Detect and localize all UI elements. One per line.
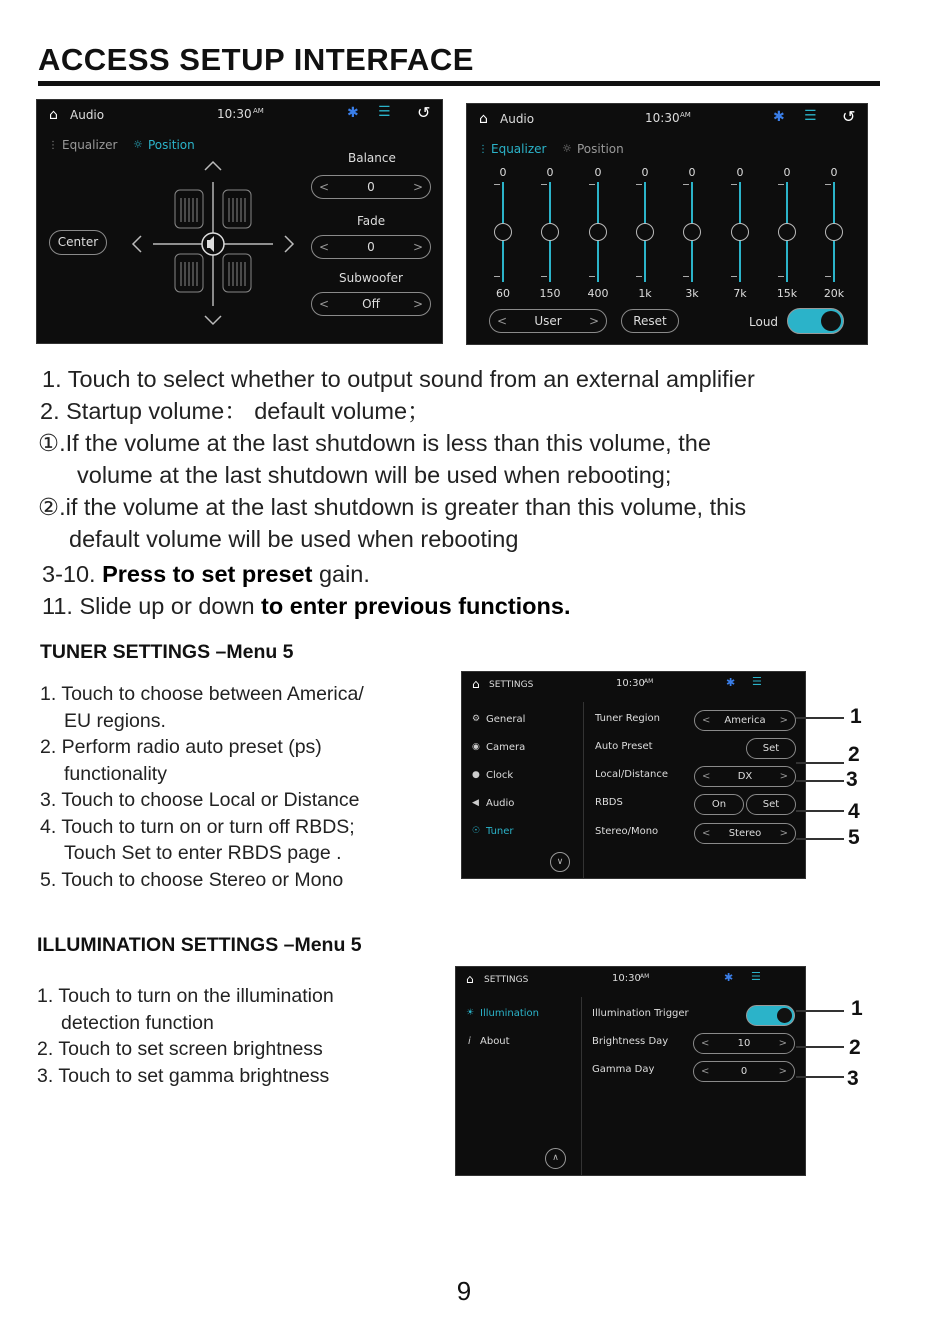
instruction-3-10-b: Press to set — [95, 561, 242, 587]
tuner-item: 3. Touch to choose Local or Distance — [40, 789, 360, 811]
tuner-region-value: America — [724, 715, 766, 726]
rbds-set-button[interactable] — [746, 794, 796, 815]
callout-number: 5 — [848, 826, 860, 849]
reset-button-label: Reset — [633, 314, 667, 328]
eq-tick-top — [589, 184, 595, 185]
eq-slider-knob[interactable] — [541, 223, 559, 241]
instruction-2-2-cont: default volume will be used when rebooting — [69, 526, 519, 552]
tuner-item: 4. Touch to turn on or turn off RBDS; — [40, 815, 355, 838]
instruction-3-10-d: gain. — [312, 561, 370, 587]
eq-tick-bottom — [683, 276, 689, 277]
settings-header: SETTINGS — [489, 680, 534, 690]
menu-clock-icon: ● — [472, 770, 480, 780]
tab-position[interactable]: Position — [577, 142, 624, 156]
rbds-on-button[interactable] — [694, 794, 744, 815]
eq-band-value: 0 — [499, 166, 507, 179]
illumination-item: detection function — [61, 1011, 214, 1034]
menu-camera[interactable]: Camera — [486, 742, 526, 753]
app-title: Audio — [500, 112, 535, 126]
subwoofer-value: Off — [362, 297, 380, 311]
eq-tick-bottom — [494, 276, 500, 277]
title-rule — [38, 81, 880, 86]
eq-band-freq: 150 — [539, 287, 561, 300]
callout-line — [796, 717, 844, 719]
menu-camera-icon: ◉ — [472, 742, 480, 752]
instruction-3-10 — [42, 558, 902, 590]
rbds-on-label: On — [711, 799, 727, 810]
tab-equalizer-icon: ⋮ — [478, 144, 488, 155]
callout-number: 4 — [848, 800, 860, 823]
equalizer-icon[interactable]: ☰ — [752, 675, 762, 688]
tab-equalizer[interactable]: Equalizer — [62, 138, 118, 152]
rbds-set-label: Set — [762, 799, 780, 810]
eq-tick-top — [778, 184, 784, 185]
illumination-item: 2. Touch to set screen brightness — [37, 1038, 323, 1060]
back-icon[interactable]: ↺ — [417, 103, 431, 122]
clock-time: 10:30 — [645, 111, 680, 125]
eq-tick-top — [494, 184, 500, 185]
gamma-day-stepper[interactable]: < 0 > — [693, 1061, 795, 1082]
callout-line — [796, 1046, 844, 1048]
clock-time: 10:30 — [217, 107, 252, 121]
instruction-11 — [42, 590, 902, 622]
eq-band-value: 0 — [546, 166, 554, 179]
app-title: Audio — [70, 108, 105, 122]
clock-time: 10:30 — [616, 678, 645, 689]
eq-band-freq: 20k — [823, 287, 845, 300]
eq-band-value: 0 — [594, 166, 602, 179]
fade-label: Fade — [357, 214, 386, 228]
callout-number: 2 — [849, 1036, 861, 1059]
eq-band-value: 0 — [830, 166, 838, 179]
tuner-item: Touch Set to enter RBDS page . — [64, 842, 342, 864]
tab-position[interactable]: Position — [148, 138, 195, 152]
tab-equalizer-icon: ⋮ — [48, 140, 58, 151]
brightness-day-label: Brightness Day — [592, 1036, 669, 1047]
eq-band-freq: 3k — [685, 287, 699, 300]
audio-eq-screen — [466, 103, 868, 345]
home-icon[interactable]: ⌂ — [479, 111, 488, 127]
clock-ampm: AM — [680, 111, 691, 119]
eq-tick-bottom — [636, 276, 642, 277]
callout-number: 3 — [846, 768, 858, 791]
audio-position-screen — [36, 99, 443, 344]
instructions — [38, 363, 902, 622]
toggle-knob — [777, 1008, 792, 1023]
eq-band-freq: 400 — [587, 287, 609, 300]
eq-slider-knob[interactable] — [778, 223, 796, 241]
arrow-down-icon — [205, 316, 221, 324]
menu-audio-icon: ◀ — [472, 798, 479, 808]
stereo-mono-stepper[interactable]: < Stereo > — [694, 823, 796, 844]
callout-number: 1 — [851, 997, 863, 1020]
eq-slider-knob[interactable] — [825, 223, 843, 241]
tuner-region-stepper[interactable]: < America > — [694, 710, 796, 731]
arrow-right-icon — [285, 236, 293, 252]
loud-toggle[interactable] — [787, 308, 844, 334]
loud-label: Loud — [749, 315, 779, 329]
auto-preset-button[interactable] — [746, 738, 796, 759]
tuner-item: EU regions. — [64, 709, 166, 732]
home-icon[interactable]: ⌂ — [49, 107, 58, 123]
menu-audio[interactable]: Audio — [486, 798, 515, 809]
page-title: ACCESS SETUP INTERFACE — [38, 42, 474, 77]
position-pad[interactable] — [127, 158, 299, 330]
reset-button[interactable] — [621, 309, 679, 333]
equalizer-icon[interactable]: ☰ — [804, 108, 817, 124]
balance-value: 0 — [367, 180, 375, 194]
eq-tick-top — [731, 184, 737, 185]
eq-tick-top — [636, 184, 642, 185]
scroll-down-icon[interactable]: ∨ — [550, 852, 570, 872]
local-distance-stepper[interactable]: < DX > — [694, 766, 796, 787]
balance-stepper[interactable]: < 0 > — [311, 175, 431, 199]
callout-number: 3 — [847, 1067, 859, 1090]
callout-line — [796, 1076, 844, 1078]
preset-stepper[interactable]: < User > — [489, 309, 607, 333]
bluetooth-icon[interactable]: ✱ — [726, 676, 736, 689]
clock-ampm: AM — [644, 678, 654, 685]
clock-time: 10:30 — [612, 973, 641, 984]
menu-tuner[interactable]: Tuner — [486, 826, 514, 837]
eq-tick-bottom — [731, 276, 737, 277]
illumination-item: 3. Touch to set gamma brightness — [37, 1064, 330, 1087]
instruction-2-1: ①.If the volume at the last shutdown is less than this volume, the — [38, 430, 711, 456]
stereo-mono-label: Stereo/Mono — [595, 826, 659, 837]
clock-ampm: AM — [640, 973, 650, 980]
toggle-knob — [821, 311, 841, 331]
home-icon[interactable]: ⌂ — [472, 677, 480, 691]
brightness-day-value: 10 — [737, 1038, 751, 1049]
auto-preset-button-label: Set — [762, 743, 780, 754]
bluetooth-icon[interactable]: ✱ — [347, 105, 359, 121]
eq-slider-knob[interactable] — [494, 223, 512, 241]
eq-slider-knob[interactable] — [636, 223, 654, 241]
scroll-up-icon[interactable]: ∧ — [545, 1148, 566, 1169]
callout-line — [796, 762, 844, 764]
menu-general[interactable]: General — [486, 714, 526, 725]
illumination-list — [37, 983, 334, 1089]
arrow-left-icon — [133, 236, 141, 252]
center-button-label: Center — [57, 235, 99, 249]
eq-band-value: 0 — [688, 166, 696, 179]
tuner-item: 1. Touch to choose between America/ — [40, 683, 364, 705]
instruction-3-10-c: preset — [241, 561, 313, 587]
eq-band-freq: 15k — [776, 287, 798, 300]
subwoofer-stepper[interactable]: < Off > — [311, 292, 431, 316]
instruction-2: 2. Startup volume： default volume； — [40, 398, 431, 424]
tuner-list — [40, 681, 364, 893]
tuner-region-label: Tuner Region — [595, 713, 660, 724]
callout-line — [796, 780, 844, 782]
balance-label: Balance — [348, 151, 396, 165]
callout-line — [796, 810, 844, 812]
instruction-11-b: to enter previous functions. — [261, 593, 571, 619]
menu-general-icon: ⚙ — [472, 714, 481, 724]
eq-band-value: 0 — [736, 166, 744, 179]
equalizer-icon[interactable]: ☰ — [751, 970, 761, 983]
menu-divider — [583, 702, 584, 879]
instruction-11-a: 11. Slide up or down — [42, 593, 262, 619]
local-distance-value: DX — [737, 771, 753, 782]
eq-slider-knob[interactable] — [683, 223, 701, 241]
instruction-2-1-cont: volume at the last shutdown will be used when rebooting; — [77, 462, 672, 488]
eq-band-value: 0 — [783, 166, 791, 179]
callout-number: 2 — [848, 743, 860, 766]
instruction-1: 1. Touch to select whether to output sound from an external amplifier — [42, 366, 755, 392]
menu-illumination[interactable]: Illumination — [480, 1008, 539, 1019]
gamma-day-value: 0 — [740, 1066, 748, 1077]
back-icon[interactable]: ↺ — [842, 107, 856, 126]
home-icon[interactable]: ⌂ — [466, 972, 474, 986]
callout-number: 1 — [850, 705, 862, 728]
eq-band-freq: 1k — [638, 287, 652, 300]
tuner-heading: TUNER SETTINGS –Menu 5 — [40, 641, 294, 663]
fade-stepper[interactable]: < 0 > — [311, 235, 431, 259]
center-button[interactable] — [49, 230, 107, 255]
bluetooth-icon[interactable]: ✱ — [773, 109, 785, 125]
eq-tick-top — [541, 184, 547, 185]
eq-band-value: 0 — [641, 166, 649, 179]
local-distance-label: Local/Distance — [595, 769, 669, 780]
preset-value: User — [534, 314, 562, 328]
tuner-settings-screen — [461, 671, 806, 879]
tuner-item: functionality — [64, 762, 167, 785]
instruction-3-10-a: 3-10. — [42, 561, 96, 587]
brightness-day-stepper[interactable]: < 10 > — [693, 1033, 795, 1054]
eq-slider-knob[interactable] — [731, 223, 749, 241]
illumination-heading: ILLUMINATION SETTINGS –Menu 5 — [37, 934, 362, 956]
eq-band-freq: 60 — [496, 287, 510, 300]
settings-header: SETTINGS — [484, 975, 529, 985]
clock-ampm: AM — [253, 107, 264, 115]
illumination-trigger-label: Illumination Trigger — [592, 1008, 689, 1019]
instruction-2-2: ②.if the volume at the last shutdown is greater than this volume, this — [38, 494, 747, 520]
page-number: 9 — [456, 1276, 472, 1306]
menu-tuner-icon: ☉ — [472, 826, 481, 836]
eq-tick-top — [825, 184, 831, 185]
eq-tick-bottom — [825, 276, 831, 277]
gamma-day-label: Gamma Day — [592, 1064, 655, 1075]
callout-line — [796, 1010, 844, 1012]
illumination-trigger-toggle[interactable] — [746, 1005, 795, 1026]
menu-about-icon: i — [468, 1036, 471, 1047]
stereo-mono-value: Stereo — [728, 828, 762, 839]
eq-slider-knob[interactable] — [589, 223, 607, 241]
arrow-up-icon — [205, 162, 221, 170]
tuner-item: 2. Perform radio auto preset (ps) — [40, 736, 322, 758]
rbds-label: RBDS — [595, 797, 623, 808]
menu-divider — [581, 997, 582, 1176]
eq-tick-top — [683, 184, 689, 185]
equalizer-icon[interactable]: ☰ — [378, 104, 391, 120]
tab-equalizer[interactable]: Equalizer — [491, 142, 547, 156]
eq-band-freq: 7k — [733, 287, 747, 300]
eq-tick-bottom — [778, 276, 784, 277]
tab-position-icon: ☼ — [562, 142, 572, 155]
tuner-item: 5. Touch to choose Stereo or Mono — [40, 868, 344, 891]
menu-clock[interactable]: Clock — [486, 770, 514, 781]
tab-position-icon: ☼ — [133, 138, 143, 151]
illumination-item: 1. Touch to turn on the illumination — [37, 985, 334, 1007]
subwoofer-label: Subwoofer — [339, 271, 403, 285]
auto-preset-label: Auto Preset — [595, 741, 653, 752]
menu-about[interactable]: About — [480, 1036, 510, 1047]
eq-tick-bottom — [589, 276, 595, 277]
bluetooth-icon[interactable]: ✱ — [724, 971, 734, 984]
fade-value: 0 — [367, 240, 375, 254]
callout-line — [796, 838, 844, 840]
menu-illumination-icon: ☀ — [466, 1008, 475, 1018]
illumination-settings-screen — [455, 966, 806, 1176]
eq-tick-bottom — [541, 276, 547, 277]
